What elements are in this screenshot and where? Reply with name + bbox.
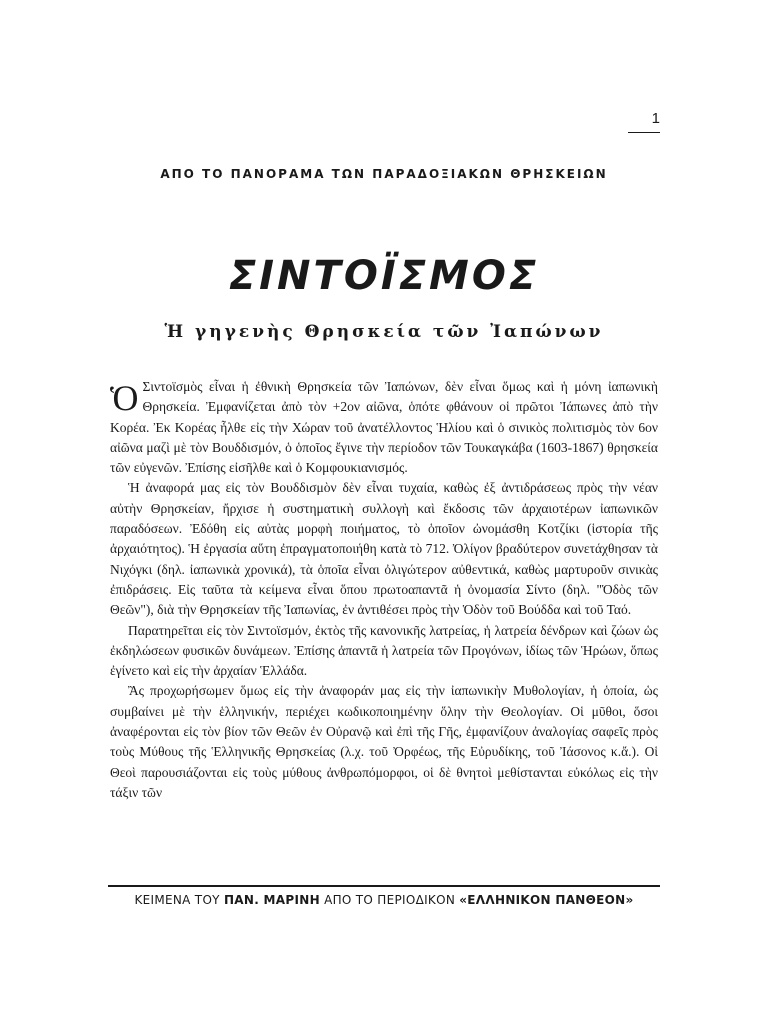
page-number-rule	[628, 132, 660, 133]
paragraph-1-text: Σιντοϊσμὸς εἶναι ἡ ἐθνικὴ Θρησκεία τῶν Ἰαπώνων, δὲν εἶναι ὅμως καὶ ἡ μόνη ἰαπωνικὴ Θρησκεία. Ἐμφανίζεται ἀπὸ τὸν +2ον αἰῶνα, ὁπότε φθάνουν οἱ πρῶτοι Ἰάπωνες ἀπὸ τὴν Κορέα. Ἐκ Κορέας ἦλθε εἰς τὴν Χώραν τοῦ ἀνατέλλοντος Ἡλίου καὶ ὁ σινικὸς πολιτισμὸς τὸν 6ον αἰῶνα μαζὶ μὲ τὸν Βουδδισμόν, ὁ ὁποῖος ἔγινε τὴν περίοδον τῶν Τουκαγκάβα (1603-1867) θρησκεία τῶν εὐγενῶν. Ἐπίσης εἰσῆλθε καὶ ὁ Κομφουκιανισμός.	[110, 379, 658, 476]
paragraph-1	[110, 377, 658, 478]
footer-prefix: ΚΕΙΜΕΝΑ ΤΟΥ	[134, 893, 220, 907]
footer-credit	[108, 892, 660, 908]
article-subtitle: Ἡ γηγενὴς Θρησκεία τῶν Ἰαπώνων	[164, 322, 604, 342]
footer-middle: ΑΠΟ ΤΟ ΠΕΡΙΟΔΙΚΟΝ	[324, 893, 456, 907]
paragraph-3: Παρατηρεῖται εἰς τὸν Σιντοϊσμόν, ἐκτὸς τῆς κανονικῆς λατρείας, ἡ λατρεία δένδρων καὶ ζώων ὡς ἐκδηλώσεων φυσικῶν δυνάμεων. Ἐπίσης ἀπαντᾶ ἡ λατρεία τῶν Προγόνων, ἰδίως τῶν Ἡρώων, ὅπως ἐγίνετο καὶ εἰς τὴν ἀρχαίαν Ἑλλάδα.	[110, 622, 658, 679]
paragraph-4: Ἂς προχωρήσωμεν ὅμως εἰς τὴν ἀναφοράν μας εἰς τὴν ἰαπωνικὴν Μυθολογίαν, ἡ ὁποία, ὡς συμβαίνει μὲ τὴν ἑλληνικήν, περιέχει κωδικοποιημένην ὅλην τὴν Θεολογίαν. Οἱ μῦθοι, ὅσοι ἀναφέρονται εἰς τὸν βίον τῶν Θεῶν ἐν Οὐρανῷ καὶ ἐπὶ τῆς Γῆς, ἐμφανίζουν ἀναλογίας σαφεῖς πρὸς τοὺς Μύθους τῆς Ἑλληνικῆς Θρησκείας (λ.χ. τοῦ Ὀρφέως, τῆς Εὐρυδίκης, τοῦ Ἰάσονος κ.ἄ.). Οἱ Θεοὶ παρουσιάζονται εἰς τοὺς μύθους ἀνθρωπόμορφοι, οἱ δὲ θνητοὶ μεθίστανται εὐκόλως εἰς τὴν τάξιν τῶν	[110, 683, 658, 800]
footer-author: ΠΑΝ. ΜΑΡΙΝΗ	[223, 893, 320, 907]
page-number: 1	[651, 110, 660, 127]
article-title: ΣΙΝΤΟΪΣΜΟΣ	[228, 253, 540, 299]
drop-cap: Ὁ	[110, 378, 139, 418]
footer-rule	[108, 885, 660, 887]
article-body	[110, 377, 658, 803]
footer-periodical: «ΕΛΛΗΝΙΚΟΝ ΠΑΝΘΕΟΝ»	[459, 893, 634, 907]
series-title: ΑΠΟ ΤΟ ΠΑΝΟΡΑΜΑ ΤΩΝ ΠΑΡΑΔΟΞΙΑΚΩΝ ΘΡΗΣΚΕΙΩΝ	[160, 167, 608, 181]
paragraph-2: Ἡ ἀναφορά μας εἰς τὸν Βουδδισμὸν δὲν εἶναι τυχαία, καθὼς ἐξ ἀντιδράσεως πρὸς τὴν νέαν αὐτὴν Θρησκείαν, ἤρχισε ἡ συστηματικὴ συλλογὴ καὶ ἔκδοσις τῶν ἀρχαιοτέρων ἰαπωνικῶν παραδόσεων. Ἐδόθη εἰς αὐτὰς μορφὴ ποιήματος, τὸ ὁποῖον ὠνομάσθη Κοτζίκι (ἱστορία τῆς ἀρχαιότητος). Ἡ ἐργασία αὕτη ἐπραγματοποιήθη κατὰ τὸ 712. Ὀλίγον βραδύτερον συνετάχθησαν τὰ Νιχόγκι (δηλ. ἰαπωνικὰ χρονικά), τὰ ὁποῖα εἶναι ὀλιγώτερον αὐθεντικά, καθὼς μαρτυροῦν σινικὰς ἐπιδράσεις. Εἰς ταῦτα τὰ κείμενα εἶναι ὅπου πρωτοαπαντᾶ ἡ ὀνομασία Σίντο (δηλ. "Ὁδὸς τῶν Θεῶν"), διὰ τὴν Θρησκείαν τῆς Ἰαπωνίας, ἐν ἀντιθέσει πρὸς τὴν Ὁδὸν τοῦ Βούδδα καὶ τοῦ Ταό.	[110, 480, 658, 618]
